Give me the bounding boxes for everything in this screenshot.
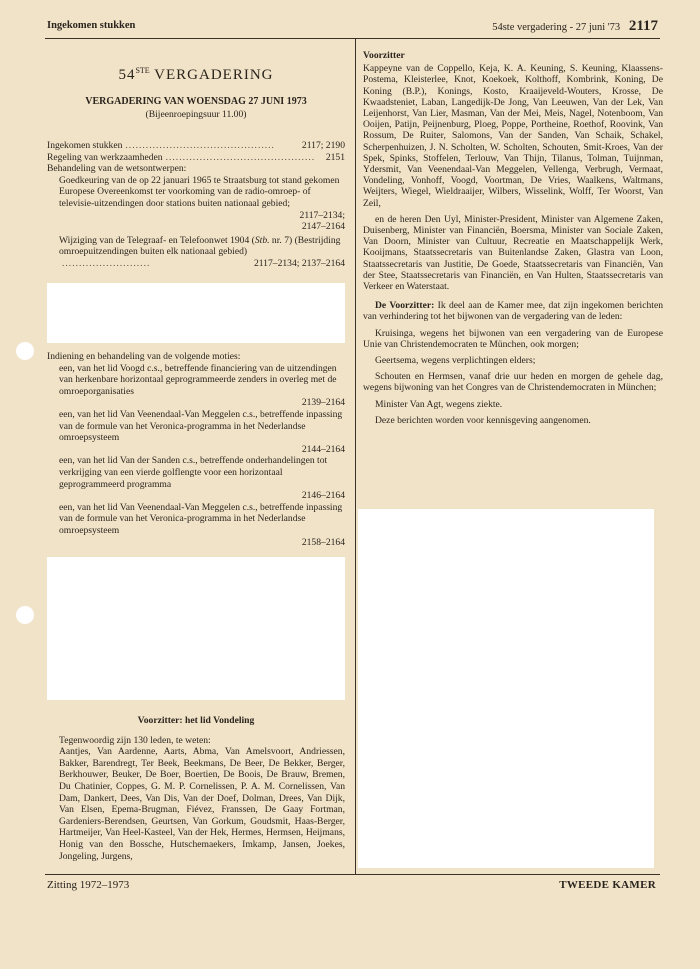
toc-wetsontwerp: Wijziging van de Telegraaf- en Telefoonwet 1904 (Stb. nr. 7) (Bestrijding omroepuitzendingen buiten elk nationaal gebied) .......................... 2117–2134; 2137–2164	[59, 234, 345, 269]
absence-note: Minister Van Agt, wegens ziekte.	[375, 398, 503, 410]
redacted-block	[358, 509, 654, 868]
table-of-contents	[47, 140, 345, 270]
punch-hole-upper	[16, 342, 34, 360]
closing-note: Deze berichten worden voor kennisgeving aangenomen.	[375, 414, 591, 426]
right-column	[363, 50, 663, 431]
chair-announcement: De Voorzitter: Ik deel aan de Kamer mee, dat zijn ingekomen berichten van verhindering tot het bijwonen van de vergadering van de leden:	[363, 300, 663, 323]
absence-note: Kruisinga, wegens het bijwonen van een vergadering van de Europese Unie van Christendemocraten te München, ook morgen;	[363, 327, 663, 350]
footer-session: Zitting 1972–1973	[47, 879, 130, 891]
meeting-time: (Bijeenroepingsuur 11.00)	[145, 109, 247, 120]
toc-wetsontwerp: Goedkeuring van de op 22 januari 1965 te Straatsburg tot stand gekomen Europese Overeenkomst ter voorkoming van de radio-omroep- of televisie-uitzendingen door stations buiten nationaal gebied; 2117–2134; 2147–2164	[59, 174, 345, 233]
motie-item: een, van het lid Van Veenendaal-Van Meggelen c.s., betreffende inpassing van de formule van het Veronica-programma in het Nederlandse omroepsysteem 2158–2164	[59, 501, 345, 548]
attendance-names-cont: Kappeyne van de Coppello, Keja, K. A. Keuning, S. Keuning, Klaassens-Postema, Kleisterlee, Knot, Koekoek, Kolthoff, Kombrink, Koning, De Koning (B.P.), Konings, Kosto, Kraaijeveld-Wouters, Krosse, De Kwaadsteniet, Laban, Langedijk-De Jong, Van Leeuwen, Van der Lek, Van Leijenhorst, Van Lier, Masman, Van der Mei, Meis, Nagel, Notenboom, Van Ooijen, Patijn, Peijnenburg, Ploeg, Poppe, Portheine, Roethof, Roovink, Van Rossum, De Ruiter, Salomons, Van der Sanden, Van Schaik, Schakel, Scherpenhuizen, J. N. Scholten, W. Scholten, Schouten, Smit-Kroes, Van der Spek, Spinks, Stoffelen, Terlouw, Van Thijn, Tilanus, Tolman, Tuijnman, Ydersmit, Van Veenendaal-Van Meggelen, Vellenga, Verbrugh, Vermaat, Vondeling, Vonhoff, Voogd, Voortman, De Vries, Waalkens, Waltmans, Weijters, Wiegel, Wieldraaijer, Wilbers, Wisselink, Wolff, Ter Woorst, Van Zeil,	[363, 63, 663, 209]
page-number: 2117	[628, 18, 658, 34]
header-section-title: Ingekomen stukken	[47, 20, 136, 31]
ministers-present: en de heren Den Uyl, Minister-President, Minister van Algemene Zaken, Duisenberg, Minister van Financiën, Boersma, Minister van Sociale Zaken, Van Doorn, Minister van Cultuur, Recreatie en Maatschappelijk Werk, Kooijmans, Staatssecretaris van Buitenlandse Zaken, Glastra van Loon, Staatssecretaris van Justitie, De Goede, Staatssecretaris van Financiën, Van der Stee, Staatssecretaris van Financiën, en Van Hulten, Staatssecretaris van Verkeer en Waterstaat.	[363, 213, 663, 293]
motie-item: een, van het lid Voogd c.s., betreffende financiering van de uitzendingen van herkenbare horizontaal geprogrammeerde zenders in overleg met de omroeporganisaties 2139–2164	[59, 362, 345, 409]
meeting-title: 54STE VERGADERING	[118, 66, 274, 83]
moties-list	[47, 351, 345, 548]
header-rule	[45, 38, 660, 39]
column-divider	[355, 38, 356, 874]
attendance-section	[47, 715, 345, 862]
header-meeting-info	[492, 18, 658, 35]
footer-rule	[45, 874, 660, 875]
attendance-count: Tegenwoordig zijn 130 leden, te weten:	[59, 734, 211, 746]
punch-hole-lower	[16, 606, 34, 624]
absence-note: Geertsema, wegens verplichtingen elders;	[375, 355, 536, 367]
redacted-block	[47, 283, 345, 343]
moties-heading: Indiening en behandeling van de volgende moties:	[47, 351, 241, 362]
absence-note: Schouten en Hermsen, vanaf drie uur heden en morgen de gehele dag, wegens bijwoning van het Congres van de Christendemocraten in München;	[363, 371, 663, 394]
motie-item: een, van het lid Van Veenendaal-Van Meggelen c.s., betreffende inpassing van de formule van het Veronica-programma in het Nederlandse omroepsysteem 2144–2164	[59, 408, 345, 455]
footer-chamber: TWEEDE KAMER	[559, 879, 656, 891]
attendance-names: Aantjes, Van Aardenne, Aarts, Abma, Van Amelsvoort, Andriessen, Bakker, Barendregt, Ter Beek, Beekmans, De Beer, De Bekker, Berger, Berkhouwer, Beuker, De Boer, Boertien, De Boois, De Brauw, Bremen, Du Chatinier, Coppes, G. M. P. Cornelissen, P. A. M. Cornelissen, Van Dam, Dankert, Dees, Van Dis, Van der Doef, Dolman, Drees, Van Dijk, Van Elsen, Epema-Brugman, Fiévez, Franssen, De Gaay Fortman, Gardeniers-Berendsen, Geurtsen, Van Gorkum, Goudsmit, Haas-Berger, Hartmeijer, Van Heel-Kasteel, Van der Hek, Hermes, Hermsen, Heijmans, Honig van den Bossche, Hutschemaekers, Imkamp, Jansen, Joekes, Jongeling, Jurgens,	[59, 746, 345, 862]
toc-heading: Behandeling van de wetsontwerpen:	[47, 163, 187, 175]
header-meeting-date: 54ste vergadering - 27 juni '73	[492, 22, 621, 33]
redacted-block	[47, 557, 345, 700]
meeting-subtitle: VERGADERING VAN WOENSDAG 27 JUNI 1973	[85, 96, 307, 107]
toc-item: Regeling van werkzaamheden ............................................ 2151	[47, 151, 345, 163]
motie-item: een, van het lid Van der Sanden c.s., betreffende onderhandelingen tot verkrijging van een vierde golflengte voor een horizontaal geprogrammeerd programma 2146–2164	[59, 455, 345, 502]
chair-heading: Voorzitter: het lid Vondeling	[137, 715, 255, 726]
chair-label: Voorzitter	[363, 50, 405, 61]
toc-item: Ingekomen stukken ............................................ 2117; 2190	[47, 140, 345, 151]
